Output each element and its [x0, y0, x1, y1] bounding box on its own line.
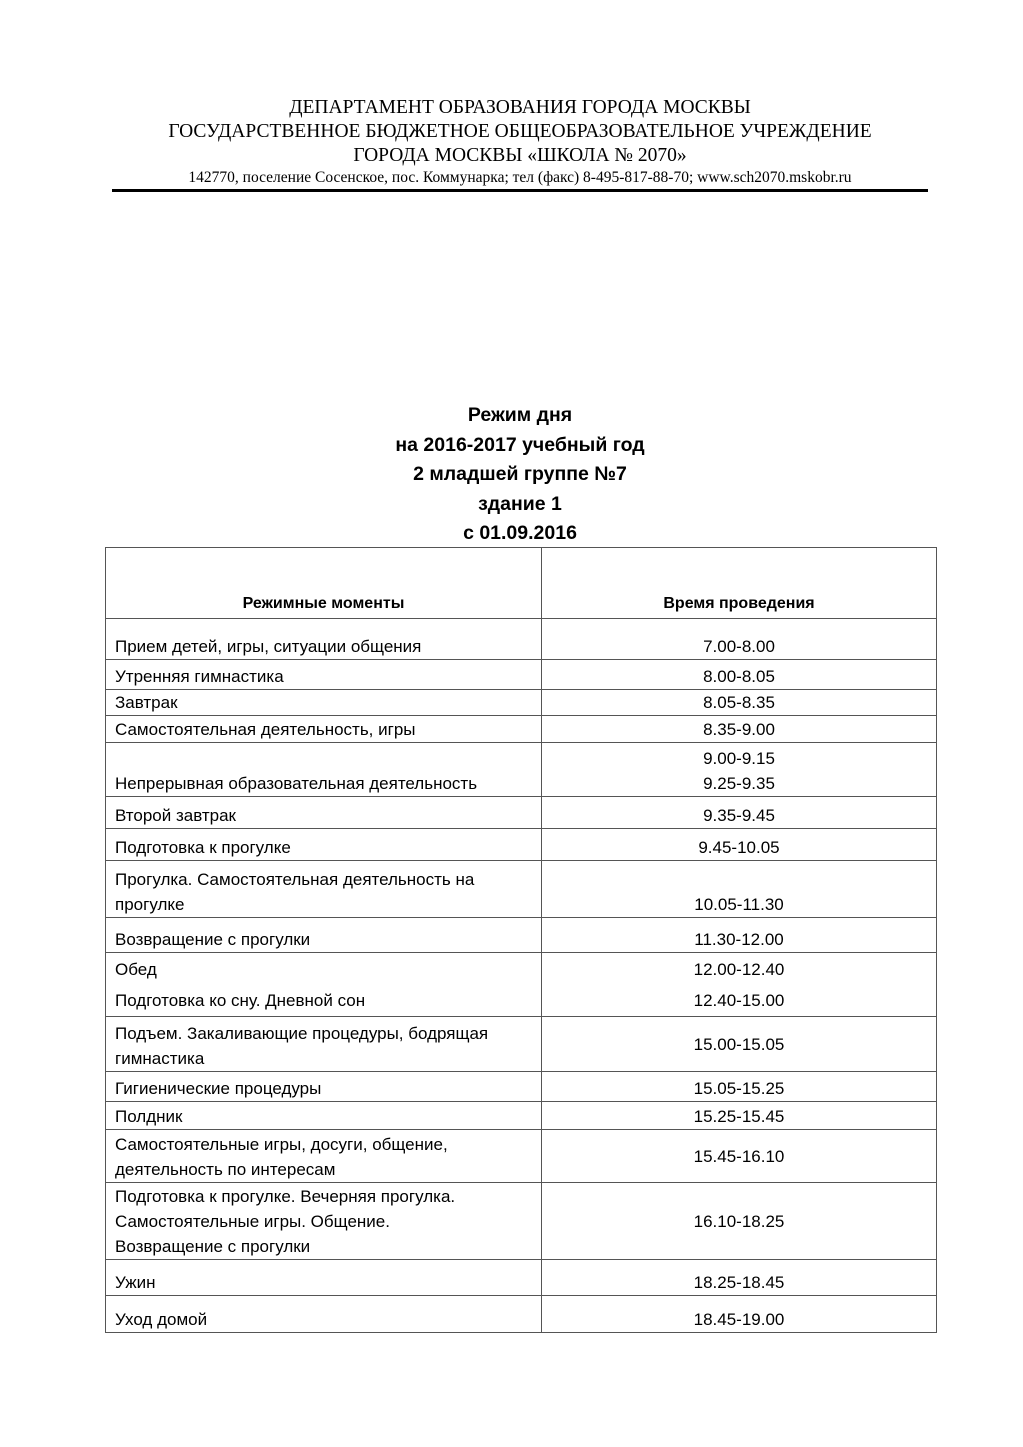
time-cell — [542, 1260, 937, 1296]
table-row — [106, 1102, 937, 1130]
table-row — [106, 1130, 937, 1183]
school-name: ГОРОДА МОСКВЫ «ШКОЛА № 2070» — [353, 145, 687, 166]
activity-text: Обед — [115, 960, 157, 979]
activity-cell — [106, 1260, 542, 1296]
activity-cell — [106, 690, 542, 716]
activity-cell — [106, 797, 542, 829]
table-row — [106, 1296, 937, 1333]
department-name: ДЕПАРТАМЕНТ ОБРАЗОВАНИЯ ГОРОДА МОСКВЫ — [289, 97, 751, 118]
activity-cell — [106, 1183, 542, 1260]
letterhead — [112, 96, 928, 188]
activity-text: Прием детей, игры, ситуации общения — [115, 637, 422, 656]
time-cell — [542, 1102, 937, 1130]
table-row — [106, 743, 937, 797]
activity-cell — [106, 829, 542, 861]
time-text: 12.00-12.40 — [693, 960, 785, 979]
header-time: Время проведения — [542, 548, 937, 619]
time-cell — [542, 953, 937, 1017]
table-row — [106, 690, 937, 716]
activity-text: Прогулка. Самостоятельная деятельность на — [115, 870, 475, 889]
activity-text: Подготовка к прогулке — [115, 838, 291, 857]
activity-cell — [106, 861, 542, 918]
time-text: 8.05-8.35 — [703, 693, 775, 712]
document-title — [112, 401, 928, 549]
activity-text: Подготовка к прогулке. Вечерняя прогулка. — [115, 1187, 456, 1206]
table-row — [106, 1072, 937, 1102]
activity-cell — [106, 1102, 542, 1130]
time-text: 9.35-9.45 — [703, 806, 775, 825]
title-line-3: 2 младшей группе №7 — [413, 463, 627, 485]
time-text: 12.40-15.00 — [693, 991, 785, 1010]
time-text: 15.05-15.25 — [693, 1079, 785, 1098]
activity-text: прогулке — [115, 895, 185, 914]
activity-text: деятельность по интересам — [115, 1160, 336, 1179]
table-row — [106, 797, 937, 829]
time-text: 9.25-9.35 — [703, 774, 775, 793]
header-moments: Режимные моменты — [106, 548, 542, 619]
time-cell — [542, 743, 937, 797]
title-line-5: с 01.09.2016 — [463, 522, 577, 544]
table-row — [106, 918, 937, 953]
activity-cell — [106, 619, 542, 660]
time-cell — [542, 1130, 937, 1183]
activity-cell — [106, 743, 542, 797]
time-text: 15.00-15.05 — [693, 1034, 785, 1054]
activity-text: Полдник — [115, 1107, 183, 1126]
table-row — [106, 660, 937, 690]
activity-text: Непрерывная образовательная деятельность — [115, 774, 478, 793]
table-row — [106, 953, 937, 1017]
table-row — [106, 861, 937, 918]
activity-text: Самостоятельные игры. Общение. — [115, 1212, 390, 1231]
activity-text: Подъем. Закаливающие процедуры, бодрящая — [115, 1024, 489, 1043]
activity-text: Самостоятельная деятельность, игры — [115, 720, 416, 739]
time-cell — [542, 619, 937, 660]
activity-text: гимнастика — [115, 1049, 205, 1068]
activity-cell — [106, 1072, 542, 1102]
activity-text: Ужин — [115, 1273, 156, 1292]
activity-text: Утренняя гимнастика — [115, 667, 284, 686]
table-row — [106, 829, 937, 861]
table-row — [106, 1260, 937, 1296]
time-cell — [542, 1296, 937, 1333]
activity-text: Возвращение с прогулки — [115, 930, 311, 949]
activity-cell — [106, 716, 542, 743]
title-line-4: здание 1 — [478, 492, 562, 515]
time-cell — [542, 690, 937, 716]
time-cell — [542, 1017, 937, 1072]
title-line-1: Режим дня — [467, 404, 573, 426]
time-cell — [542, 829, 937, 861]
activity-text: Завтрак — [115, 693, 178, 712]
activity-text: Самостоятельные игры, досуги, общение, — [115, 1135, 448, 1154]
activity-text: Уход домой — [115, 1310, 208, 1329]
time-text: 11.30-12.00 — [694, 930, 784, 949]
time-cell — [542, 660, 937, 690]
activity-cell — [106, 660, 542, 690]
activity-cell — [106, 1296, 542, 1333]
institution-name: ГОСУДАРСТВЕННОЕ БЮДЖЕТНОЕ ОБЩЕОБРАЗОВАТЕЛЬНОЕ УЧРЕЖДЕНИЕ — [168, 121, 872, 142]
activity-cell — [106, 1017, 542, 1072]
time-text: 16.10-18.25 — [693, 1211, 785, 1231]
time-cell — [542, 797, 937, 829]
time-text: 10.05-11.30 — [694, 895, 784, 914]
time-cell — [542, 918, 937, 953]
time-text: 15.25-15.45 — [693, 1107, 785, 1126]
table-row — [106, 1183, 937, 1260]
time-text: 9.45-10.05 — [698, 838, 780, 857]
time-text: 8.35-9.00 — [703, 720, 775, 739]
activity-cell — [106, 918, 542, 953]
table-row — [106, 619, 937, 660]
activity-cell — [106, 953, 542, 1017]
time-cell — [542, 861, 937, 918]
schedule-table — [105, 547, 937, 1333]
table-row — [106, 716, 937, 743]
activity-cell — [106, 1130, 542, 1183]
time-text: 9.00-9.15 — [703, 749, 775, 768]
time-text: 8.00-8.05 — [703, 667, 775, 686]
letterhead-divider — [112, 189, 928, 192]
time-text: 18.25-18.45 — [693, 1273, 785, 1292]
school-address: 142770, поселение Сосенское, пос. Коммунарка; тел (факс) 8-495-817-88-70; www.sch2070.mskobr.ru — [188, 169, 852, 186]
table-row — [106, 1017, 937, 1072]
time-cell — [542, 716, 937, 743]
time-text: 7.00-8.00 — [703, 637, 775, 656]
title-line-2: на 2016-2017 учебный год — [395, 433, 645, 456]
time-text: 15.45-16.10 — [693, 1146, 785, 1166]
table-header-row — [106, 548, 937, 619]
time-cell — [542, 1072, 937, 1102]
time-cell — [542, 1183, 937, 1260]
time-text: 18.45-19.00 — [693, 1310, 785, 1329]
activity-text: Гигиенические процедуры — [115, 1079, 322, 1098]
activity-text: Второй завтрак — [115, 806, 236, 825]
activity-text: Подготовка ко сну. Дневной сон — [115, 991, 366, 1010]
activity-text: Возвращение с прогулки — [115, 1237, 311, 1256]
